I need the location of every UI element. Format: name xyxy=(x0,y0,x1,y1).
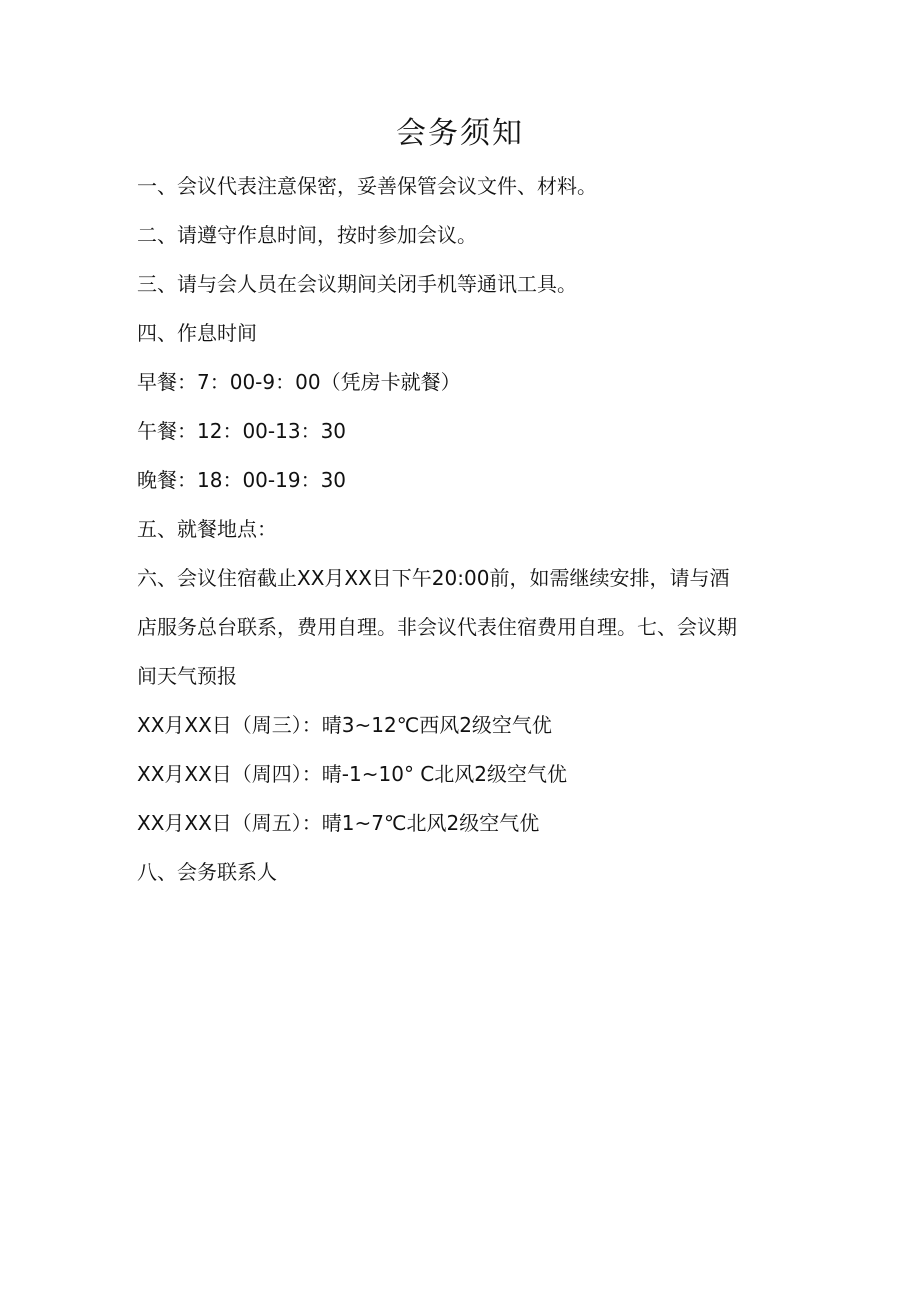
document-title: 会务须知 xyxy=(396,116,524,151)
timetable-lunch: 午餐：12：00-13：30 xyxy=(137,419,347,443)
weather-forecast-thursday: XX月XX日（周四）：晴-1~10° C北风2级空气优 xyxy=(137,762,567,786)
notice-line-phones: 三、请与会人员在会议期间关闭手机等通讯工具。 xyxy=(137,272,577,296)
notice-line-confidentiality: 一、会议代表注意保密，妥善保管会议文件、材料。 xyxy=(137,174,597,198)
document-body xyxy=(137,162,797,897)
weather-forecast-friday: XX月XX日（周五）：晴1~7℃北风2级空气优 xyxy=(137,811,540,835)
timetable-breakfast: 早餐：7：00-9：00（凭房卡就餐） xyxy=(137,370,461,394)
notice-line-schedule: 二、请遵守作息时间，按时参加会议。 xyxy=(137,223,477,247)
section-heading-contact: 八、会务联系人 xyxy=(137,860,277,884)
accommodation-paragraph-line-2: 店服务总台联系，费用自理。非会议代表住宿费用自理。七、会议期 xyxy=(137,615,737,639)
section-heading-timetable: 四、作息时间 xyxy=(137,321,257,345)
accommodation-paragraph-line-3: 间天气预报 xyxy=(137,664,237,688)
accommodation-paragraph-line-1: 六、会议住宿截止XX月XX日下午20:00前，如需继续安排，请与酒 xyxy=(137,566,730,590)
weather-forecast-wednesday: XX月XX日（周三）：晴3~12℃西风2级空气优 xyxy=(137,713,552,737)
section-heading-dining-location: 五、就餐地点： xyxy=(137,517,277,541)
timetable-dinner: 晚餐：18：00-19：30 xyxy=(137,468,347,492)
